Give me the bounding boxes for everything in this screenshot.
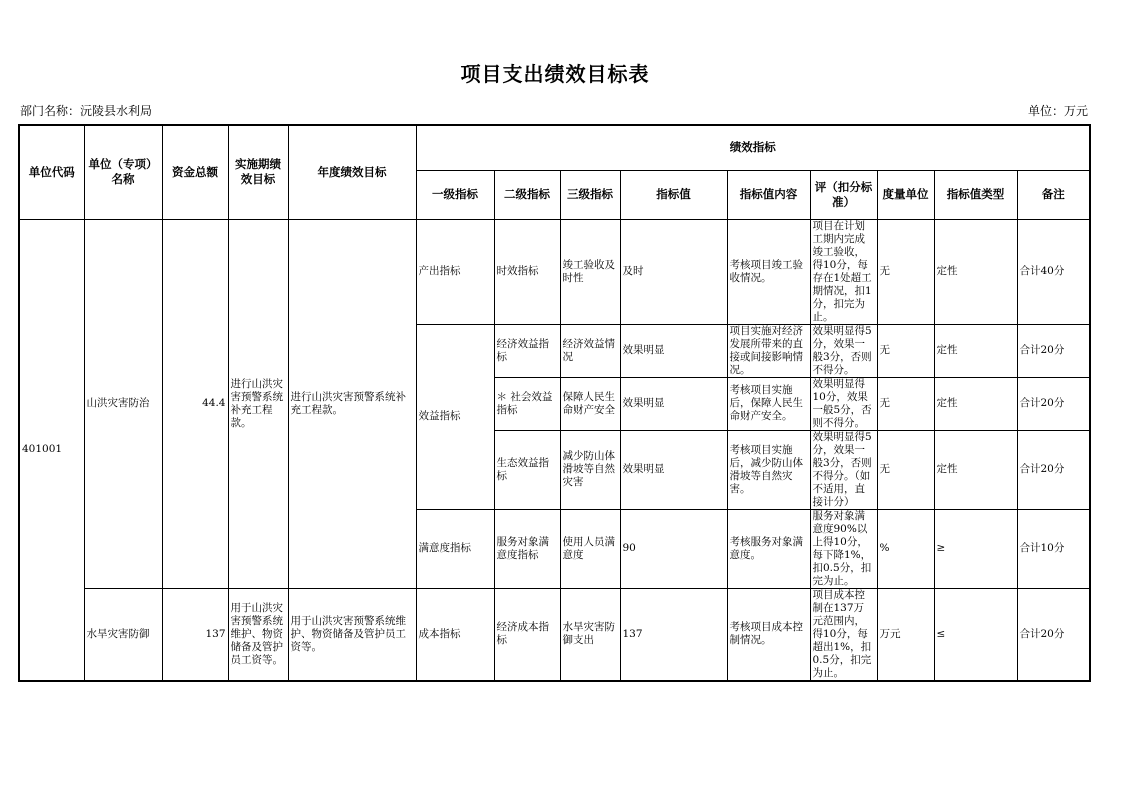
project-amount-cell: 137 <box>162 588 228 681</box>
level3-cell: 保障人民生命财产安全 <box>560 377 620 430</box>
unit-code-cell: 401001 <box>19 219 84 681</box>
value-type-cell: 定性 <box>934 324 1017 377</box>
table-row <box>19 588 1090 681</box>
level2-cell: 经济成本指标 <box>494 588 560 681</box>
header-level3: 三级指标 <box>560 170 620 219</box>
remark-cell: 合计20分 <box>1017 377 1090 430</box>
remark-cell: 合计20分 <box>1017 588 1090 681</box>
project-annual-goal-cell: 进行山洪灾害预警系统补充工程款。 <box>288 219 416 588</box>
level3-cell: 经济效益情况 <box>560 324 620 377</box>
level3-cell: 水旱灾害防御支出 <box>560 588 620 681</box>
measure-unit-cell: 无 <box>877 324 934 377</box>
project-period-goal-cell: 进行山洪灾害预警系统补充工程款。 <box>228 219 288 588</box>
content-cell: 考核项目竣工验收情况。 <box>727 219 810 324</box>
level2-cell: 生态效益指标 <box>494 430 560 509</box>
header-period-goal: 实施期绩效目标 <box>228 125 288 219</box>
remark-cell: 合计20分 <box>1017 324 1090 377</box>
header-perf-indicators: 绩效指标 <box>416 125 1090 170</box>
project-period-goal-cell: 用于山洪灾害预警系统维护、物资储备及管护员工资等。 <box>228 588 288 681</box>
level1-cell: 满意度指标 <box>416 509 494 588</box>
score-cell: 效果明显得5分，效果一般3分，否则不得分。（如不适用，直接计分） <box>810 430 877 509</box>
project-amount-cell: 44.4 <box>162 219 228 588</box>
level3-cell: 竣工验收及时性 <box>560 219 620 324</box>
remark-cell: 合计40分 <box>1017 219 1090 324</box>
remark-cell: 合计10分 <box>1017 509 1090 588</box>
header-total-funds: 资金总额 <box>162 125 228 219</box>
score-cell: 服务对象满意度90%以上得10分，每下降1%，扣0.5分，扣完为止。 <box>810 509 877 588</box>
score-cell: 项目在计划工期内完成竣工验收，得10分，每存在1处超工期情况，扣1分，扣完为止。 <box>810 219 877 324</box>
measure-unit-cell: % <box>877 509 934 588</box>
header-unit-code: 单位代码 <box>19 125 84 219</box>
score-cell: 效果明显得5分，效果一般3分，否则不得分。 <box>810 324 877 377</box>
content-cell: 考核项目实施后，保障人民生命财产安全。 <box>727 377 810 430</box>
measure-unit-cell: 无 <box>877 377 934 430</box>
header-score: 评（扣分标准） <box>810 170 877 219</box>
page-title: 项目支出绩效目标表 <box>460 62 650 86</box>
content-cell: 考核服务对象满意度。 <box>727 509 810 588</box>
header-level1: 一级指标 <box>416 170 494 219</box>
level3-cell: 减少防山体滑坡等自然灾害 <box>560 430 620 509</box>
header-value: 指标值 <box>620 170 727 219</box>
score-cell: 项目成本控制在137万元范围内，得10分，每超出1%，扣0.5分，扣完为止。 <box>810 588 877 681</box>
table-row <box>19 219 1090 324</box>
value-cell: 及时 <box>620 219 727 324</box>
measure-unit-cell: 万元 <box>877 588 934 681</box>
content-cell: 考核项目成本控制情况。 <box>727 588 810 681</box>
header-measure-unit: 度量单位 <box>877 170 934 219</box>
header-remark: 备注 <box>1017 170 1090 219</box>
header-level2: 二级指标 <box>494 170 560 219</box>
content-cell: 项目实施对经济发展所带来的直接或间接影响情况。 <box>727 324 810 377</box>
level2-cell: 服务对象满意度指标 <box>494 509 560 588</box>
level2-cell: ＊ 社会效益指标 <box>494 377 560 430</box>
performance-table <box>18 124 1091 682</box>
remark-cell: 合计20分 <box>1017 430 1090 509</box>
header-annual-goal: 年度绩效目标 <box>288 125 416 219</box>
value-type-cell: ≤ <box>934 588 1017 681</box>
project-name-cell: 水旱灾害防御 <box>84 588 162 681</box>
value-cell: 效果明显 <box>620 430 727 509</box>
value-type-cell: 定性 <box>934 430 1017 509</box>
level1-cell: 产出指标 <box>416 219 494 324</box>
header-content: 指标值内容 <box>727 170 810 219</box>
value-type-cell: 定性 <box>934 219 1017 324</box>
value-type-cell: 定性 <box>934 377 1017 430</box>
value-cell: 90 <box>620 509 727 588</box>
value-cell: 137 <box>620 588 727 681</box>
content-cell: 考核项目实施后，减少防山体滑坡等自然灾害。 <box>727 430 810 509</box>
level1-cell: 成本指标 <box>416 588 494 681</box>
level2-cell: 时效指标 <box>494 219 560 324</box>
currency-unit-label: 单位：万元 <box>1027 104 1088 118</box>
project-name-cell: 山洪灾害防治 <box>84 219 162 588</box>
header-unit-name: 单位（专项）名称 <box>84 125 162 219</box>
project-annual-goal-cell: 用于山洪灾害预警系统维护、物资储备及管护员工资等。 <box>288 588 416 681</box>
measure-unit-cell: 无 <box>877 430 934 509</box>
value-type-cell: ≥ <box>934 509 1017 588</box>
value-cell: 效果明显 <box>620 377 727 430</box>
header-value-type: 指标值类型 <box>934 170 1017 219</box>
measure-unit-cell: 无 <box>877 219 934 324</box>
score-cell: 效果明显得10分，效果一般5分，否则不得分。 <box>810 377 877 430</box>
level1-cell: 效益指标 <box>416 324 494 509</box>
level3-cell: 使用人员满意度 <box>560 509 620 588</box>
department-label: 部门名称：沅陵县水利局 <box>20 104 153 118</box>
level2-cell: 经济效益指标 <box>494 324 560 377</box>
value-cell: 效果明显 <box>620 324 727 377</box>
